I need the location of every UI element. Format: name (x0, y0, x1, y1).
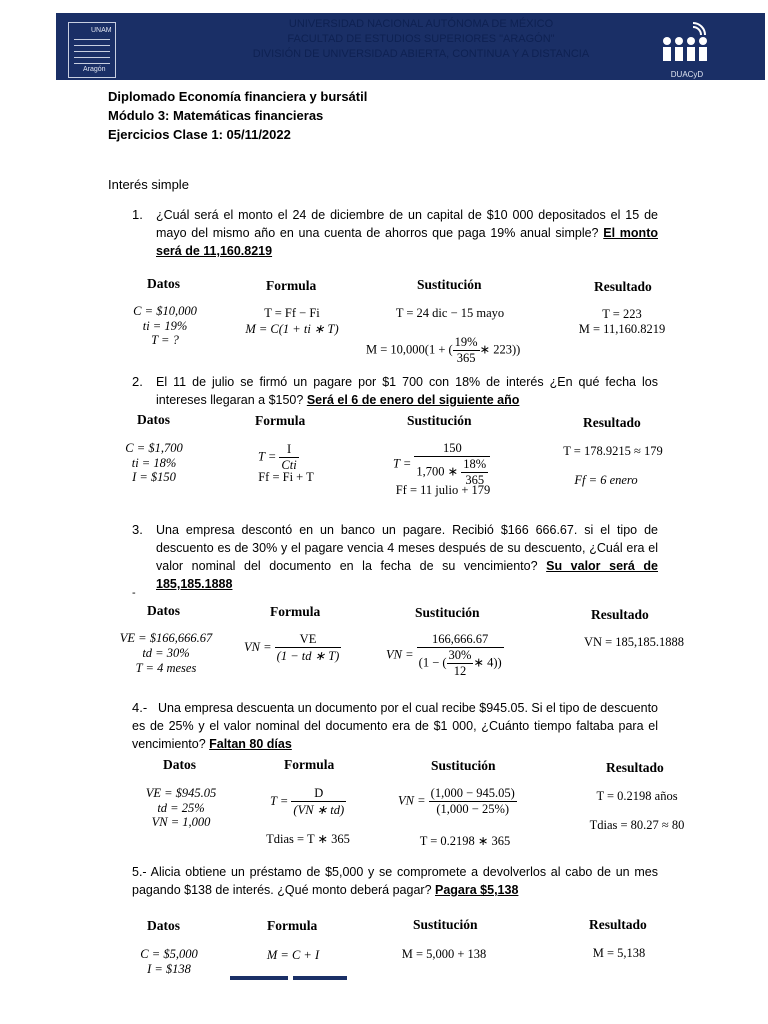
heading-resultado: Resultado (594, 279, 652, 294)
heading-formula: Formula (255, 413, 306, 428)
datos-line: VN = 1,000 (151, 815, 211, 829)
resultado-line: T = 0.2198 años (596, 789, 678, 803)
heading-sustitucion: Sustitución (431, 758, 496, 773)
datos-line: T = 4 meses (135, 661, 197, 675)
header-line-2: FACULTAD DE ESTUDIOS SUPERIORES "ARAGÓN" (287, 33, 555, 45)
sustitucion-line: M = 5,000 + 138 (401, 947, 487, 961)
formula-line: M = C + I (266, 948, 320, 962)
header-line-3: DIVISIÓN DE UNIVERSIDAD ABIERTA, CONTINUA Y A DISTANCIA (252, 48, 590, 60)
heading-datos: Datos (137, 412, 170, 427)
sustitucion-line: T = 0.2198 ∗ 365 (419, 834, 511, 848)
datos-line: I = $138 (147, 962, 191, 976)
heading-sustitucion: Sustitución (417, 277, 482, 292)
heading-datos: Datos (163, 757, 196, 772)
duacyd-logo (657, 21, 717, 79)
problem-answer: Pagara $5,138 (435, 883, 519, 897)
modulo-title: Módulo 3: Matemáticas financieras (108, 108, 324, 123)
problem-number: 1. (132, 207, 143, 222)
datos-line: C = $10,000 (133, 304, 197, 318)
datos-line: td = 30% (142, 646, 190, 660)
resultado-line: M = 11,160.8219 (578, 322, 666, 336)
sustitucion-line: Ff = 11 julio + 179 (395, 483, 491, 497)
duacyd-logo-text: DUACyD (670, 70, 704, 79)
problem-number: 4.- (132, 700, 148, 715)
heading-resultado: Resultado (583, 415, 641, 430)
formula-fraction: VN = $\frac{VE}{(1 - td ∗ T)}$ (244, 632, 340, 663)
resultado-line: Ff = 6 enero (574, 473, 638, 487)
heading-datos: Datos (147, 918, 180, 933)
problem-answer: El monto será de 11,160.8219 (156, 226, 658, 258)
problem-number: 3. (132, 522, 143, 537)
heading-datos: Datos (147, 276, 180, 291)
heading-sustitucion: Sustitución (407, 413, 472, 428)
footer-bar (230, 976, 288, 980)
formula-line: Tdias = T ∗ 365 (266, 832, 350, 846)
datos-line: VE = $945.05 (145, 786, 217, 800)
problem-text: Una empresa descontó en un banco un pagare. Recibió $166 666.67. si el tipo de descuento es de 30% y el pagare vencia 4 meses después de su descuento, ¿Cuál era el valor nominal del documento en la fecha de su vencimiento? Su valor será de 185,185.1888 (156, 523, 659, 591)
datos-line: ti = 19% (142, 319, 188, 333)
section-title: Interés simple (108, 177, 189, 192)
sustitucion-fraction: T = 150 1,700 ∗ $\frac{18\%}{365}$ (393, 441, 490, 488)
problem-answer: Faltan 80 días (209, 737, 292, 751)
formula-fraction: T = $\frac{I}{\text{Cti}}$ (258, 442, 297, 472)
formula-line: T = Ff − Fi (264, 306, 320, 320)
diplomado-title: Diplomado Economía financiera y bursátil (108, 89, 368, 104)
sustitucion-fraction: VN = 166,666.67 (1 − ( $\frac{30\%}{12}$ ∗ 4)) (386, 632, 502, 678)
resultado-line: VN = 185,185.1888 (583, 635, 685, 649)
heading-formula: Formula (270, 604, 321, 619)
resultado-line: T = 178.9215 ≈ 179 (563, 444, 663, 458)
formula-line: Ff = Fi + T (258, 470, 314, 484)
problem-text: El 11 de julio se firmó un pagare por $1 700 con 18% de interés ¿En qué fecha los intereses llegaran a $150? Será el 6 de enero del siguiente año (156, 375, 658, 407)
footer-bar (293, 976, 347, 980)
heading-sustitucion: Sustitución (413, 917, 478, 932)
problem-answer: Su valor será de 185,185.1888 (156, 559, 659, 591)
resultado-line: T = 223 (602, 307, 642, 321)
unam-logo-text: UNAM (91, 27, 112, 34)
problem-text: 5.- Alicia obtiene un préstamo de $5,000 y se compromete a devolverlos al cabo de un mes pagando $138 de interés. ¿Qué monto deberá pagar? Pagara $5,138 (132, 865, 658, 897)
datos-line: VE = $166,666.67 (119, 631, 213, 645)
datos-line: ti = 18% (131, 456, 177, 470)
ejercicios-title: Ejercicios Clase 1: 05/11/2022 (108, 127, 291, 142)
datos-line: I = $150 (132, 470, 176, 484)
formula-line: M = C(1 + ti ∗ T) (245, 322, 339, 336)
heading-formula: Formula (266, 278, 317, 293)
heading-resultado: Resultado (606, 760, 664, 775)
heading-datos: Datos (147, 603, 180, 618)
resultado-line: Tdias = 80.27 ≈ 80 (589, 818, 685, 832)
unam-logo-subtext: Aragón (83, 66, 106, 73)
heading-resultado: Resultado (591, 607, 649, 622)
problem-text: Una empresa descuenta un documento por el cual recibe $945.05. Si el tipo de descuento es de 25% y el valor nominal del documento era de $1 000, ¿Cuánto tiempo faltaba para el vencimiento? Faltan 80 días (132, 701, 658, 751)
datos-line: C = $1,700 (125, 441, 183, 455)
resultado-line: M = 5,138 (592, 946, 646, 960)
datos-line: td = 25% (157, 801, 205, 815)
header-banner (56, 13, 765, 80)
sustitucion-fraction: VN = $\frac{(1,000 - 945.05)}{(1,000 - 25\%)}$ (398, 786, 515, 816)
datos-line: T = ? (151, 333, 179, 347)
heading-resultado: Resultado (589, 917, 647, 932)
unam-logo (68, 22, 116, 78)
problem-answer: Será el 6 de enero del siguiente año (306, 393, 520, 407)
problem-text: ¿Cuál será el monto el 24 de diciembre de un capital de $10 000 depositados el 15 de mayo del mismo año en una cuenta de ahorros que paga 19% anual simple? El monto será de 11,160.8219 (156, 208, 658, 258)
header-line-1: UNIVERSIDAD NACIONAL AUTÓNOMA DE MÉXICO (288, 18, 554, 30)
problem-number: 2. (132, 374, 143, 389)
sustitucion-line: T = 24 dic − 15 mayo (395, 306, 505, 320)
stray-mark: - (132, 587, 136, 599)
formula-fraction: T = $\frac{D}{(VN ∗ td)}$ (270, 786, 345, 817)
sustitucion-expression: M = 10,000(1 + ( $\frac{19\%}{365}$ ∗ 223)) (366, 335, 521, 365)
datos-line: C = $5,000 (140, 947, 198, 961)
heading-formula: Formula (267, 918, 318, 933)
duacyd-logo-icon (657, 21, 717, 65)
heading-formula: Formula (284, 757, 335, 772)
problem-number: 5.- (132, 865, 147, 879)
heading-sustitucion: Sustitución (415, 605, 480, 620)
